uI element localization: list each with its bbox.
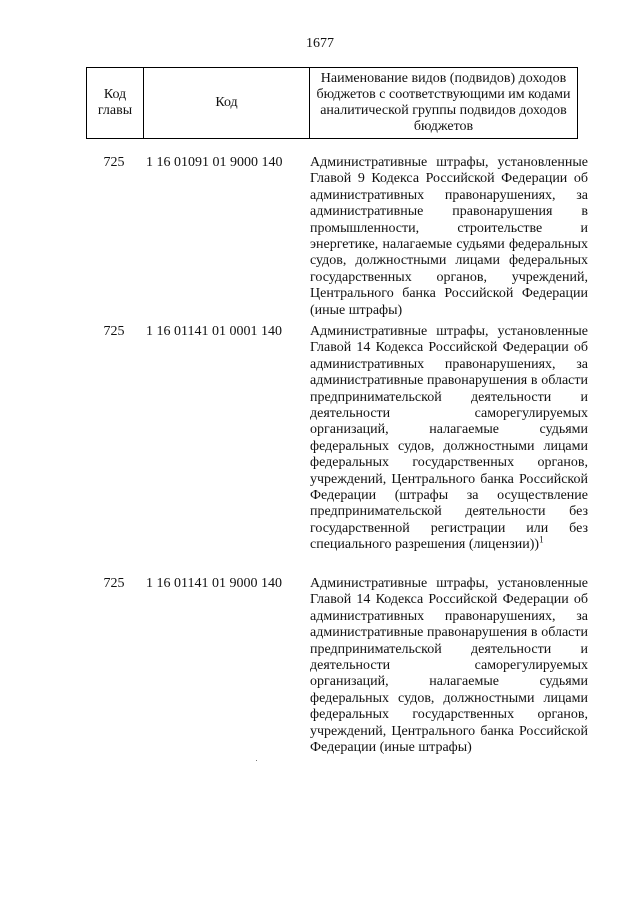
header-chapter-code: Код главы	[87, 68, 144, 139]
description-cell	[306, 324, 588, 576]
table-body	[86, 155, 590, 756]
table-row	[86, 155, 590, 324]
description-text: Административные штрафы, установленные Главой 14 Кодекса Российской Федерации об административных правонарушениях, за административные правонарушения в области предпринимательской деятельности и деятельности саморегулируемых организаций, налагаемые судьями федеральных судов, должностными лицами федеральных государственных органов, учреждений, Центрального банка Российской Федерации (иные штрафы)	[310, 576, 588, 756]
chapter-code-cell: 725	[103, 576, 125, 591]
header-name: Наименование видов (подвидов) доходов бюджетов с соответствующими им кодами аналитической группы подвидов доходов бюджетов	[310, 68, 578, 139]
chapter-code-cell: 725	[103, 324, 125, 339]
table-row	[86, 576, 590, 756]
table-row	[86, 324, 590, 576]
code-cell: 1 16 01141 01 0001 140	[146, 324, 282, 339]
scan-speck	[256, 760, 257, 761]
description-text: Административные штрафы, установленные Главой 14 Кодекса Российской Федерации об административных правонарушениях, за административные правонарушения в области предпринимательской деятельности и деятельности саморегулируемых организаций, налагаемые судьями федеральных судов, должностными лицами федеральных государственных органов, учреждений, Центрального банка Российской Федерации (штрафы за осуществление предпринимательской деятельности без государственной регистрации или без специального разрешения (лицензии))	[310, 324, 588, 553]
chapter-code-cell: 725	[103, 155, 125, 170]
code-cell: 1 16 01141 01 9000 140	[146, 576, 282, 591]
description-cell	[306, 576, 588, 756]
description-text: Административные штрафы, установленные Главой 9 Кодекса Российской Федерации об административных правонарушениях, за административные правонарушения в промышленности, строительстве и энергетике, налагаемые судьями федеральных судов, должностными лицами федеральных государственных органов, учреждений, Центрального банка Российской Федерации (иные штрафы)	[310, 155, 588, 318]
header-code: Код	[144, 68, 310, 139]
table-header	[86, 67, 578, 139]
footnote-mark: 1	[539, 534, 544, 545]
code-cell: 1 16 01091 01 9000 140	[146, 155, 283, 170]
page-number: 1677	[306, 36, 334, 51]
description-cell	[306, 155, 588, 324]
